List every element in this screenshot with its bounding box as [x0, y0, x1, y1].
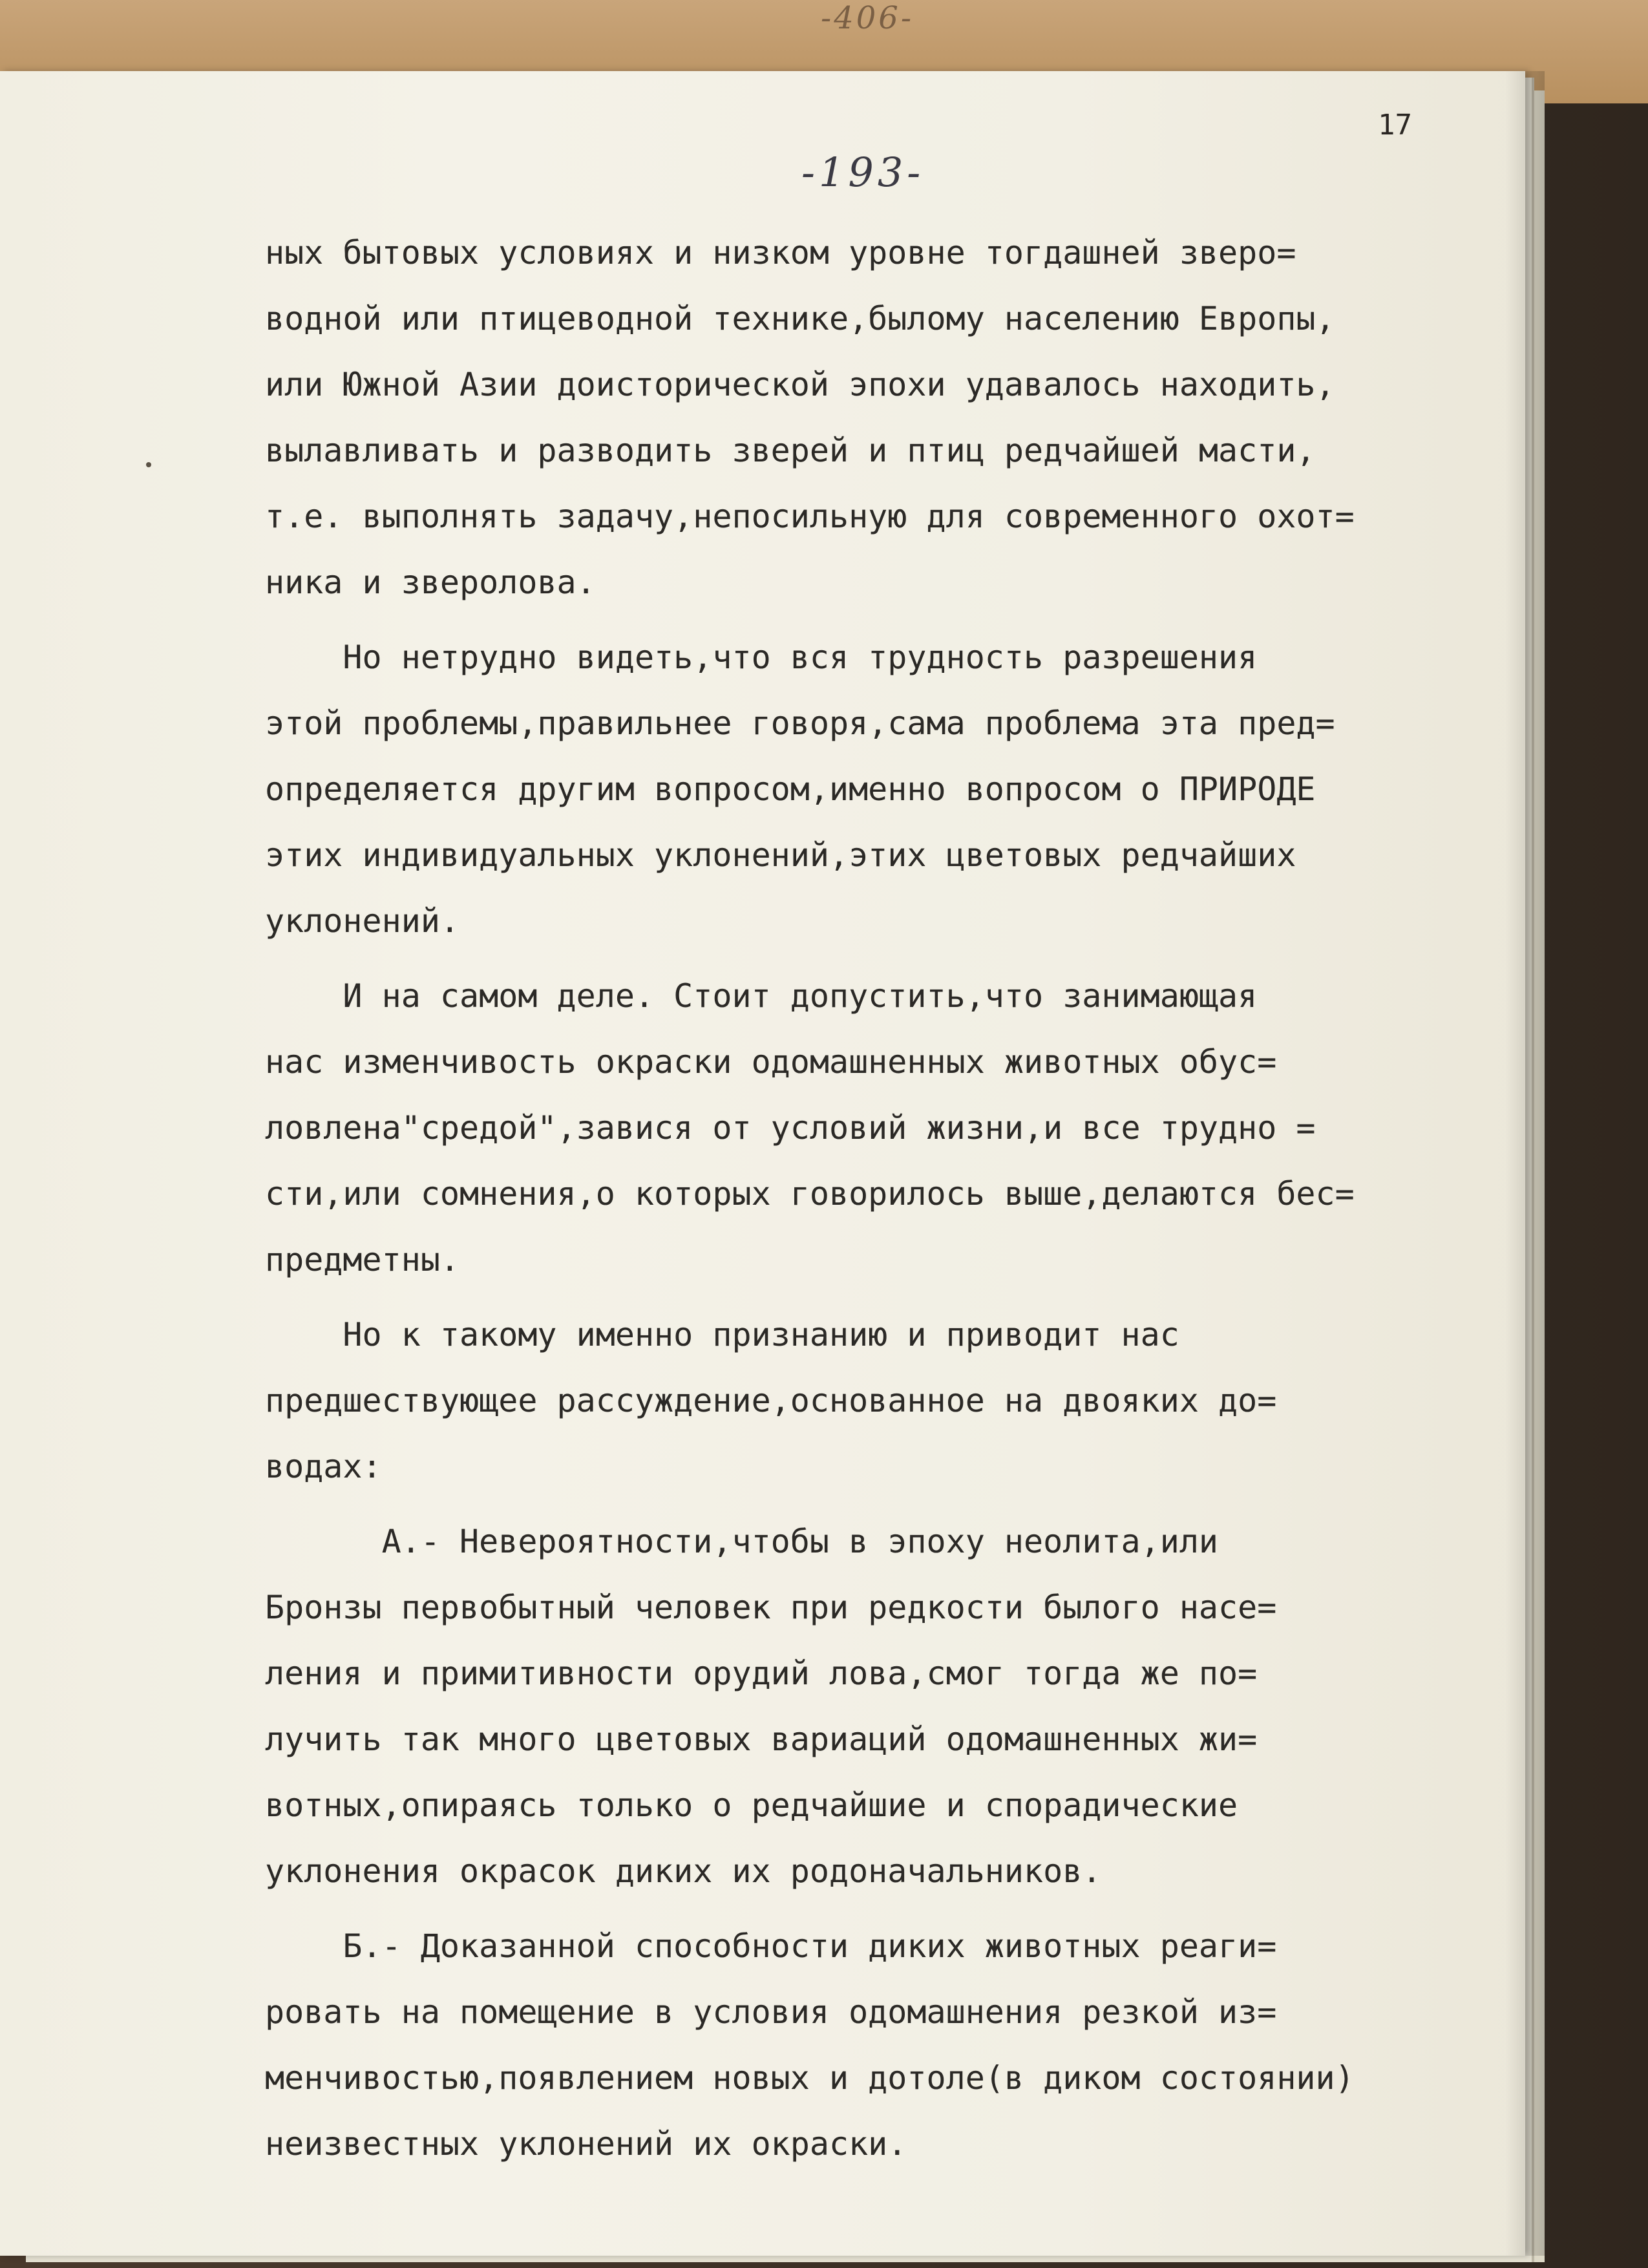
text-line: ловлена"средой",завися от условий жизни,и все трудно = [265, 1109, 1316, 1147]
text-line: уклонения окрасок диких их родоначальников. [265, 1852, 1102, 1890]
paragraph [265, 963, 1512, 1293]
text-line: А.- Невероятности,чтобы в эпоху неолита,или [265, 1523, 1219, 1560]
text-line: сти,или сомнения,о которых говорилось выше,делаются бес= [265, 1175, 1355, 1213]
text-line: ровать на помещение в условия одомашнения резкой из= [265, 1993, 1277, 2031]
text-line: водной или птицеводной технике,былому населению Европы, [265, 300, 1335, 337]
folio-number: 17 [1378, 109, 1412, 142]
typewritten-body [265, 220, 1512, 2177]
text-line: Но к такому именно признанию и приводит нас [265, 1316, 1179, 1353]
text-line: И на самом деле. Стоит допустить,что занимающая [265, 977, 1258, 1015]
page-edge-shadow [1506, 71, 1545, 2256]
text-line: определяется другим вопросом,именно вопросом о ПРИРОДЕ [265, 770, 1316, 808]
text-line: Но нетрудно видеть,что вся трудность разрешения [265, 639, 1258, 676]
text-line: предметны. [265, 1241, 460, 1278]
text-line: нас изменчивость окраски одомашненных животных обус= [265, 1043, 1277, 1081]
text-line: ных бытовых условиях и низком уровне тогдашней зверо= [265, 234, 1296, 271]
text-line: ника и зверолова. [265, 564, 596, 601]
page-mark [146, 462, 151, 467]
text-line: Бронзы первобытный человек при редкости былого насе= [265, 1589, 1277, 1626]
text-line: неизвестных уклонений их окраски. [265, 2125, 907, 2163]
text-line: вотных,опираясь только о редчайшие и спорадические [265, 1786, 1238, 1824]
paragraph [265, 1913, 1512, 2177]
typed-page [0, 71, 1525, 2256]
text-line: ления и примитивности орудий лова,смог тогда же по= [265, 1655, 1258, 1692]
text-line: этих индивидуальных уклонений,этих цветовых редчайших [265, 836, 1296, 874]
text-line: водах: [265, 1448, 382, 1485]
paragraph [265, 220, 1512, 615]
paragraph [265, 1509, 1512, 1904]
paragraph [265, 1302, 1512, 1500]
text-line: менчивостью,появлением новых и дотоле(в диком состоянии) [265, 2059, 1355, 2097]
text-line: Б.- Доказанной способности диких животных реаги= [265, 1927, 1277, 1965]
text-line: уклонений. [265, 902, 460, 940]
handwritten-page-number: -193- [801, 149, 925, 196]
text-line: предшествующее рассуждение,основанное на двояких до= [265, 1382, 1277, 1419]
text-line: лучить так много цветовых вариаций одомашненных жи= [265, 1721, 1258, 1758]
text-line: т.е. выполнять задачу,непосильную для современного охот= [265, 498, 1355, 535]
paragraph [265, 624, 1512, 954]
text-line: вылавливать и разводить зверей и птиц редчайшей масти, [265, 432, 1316, 469]
text-line: или Южной Азии доисторической эпохи удавалось находить, [265, 366, 1335, 403]
text-line: этой проблемы,правильнее говоря,сама проблема эта пред= [265, 705, 1335, 742]
archive-sheet-number: -406- [821, 0, 914, 36]
